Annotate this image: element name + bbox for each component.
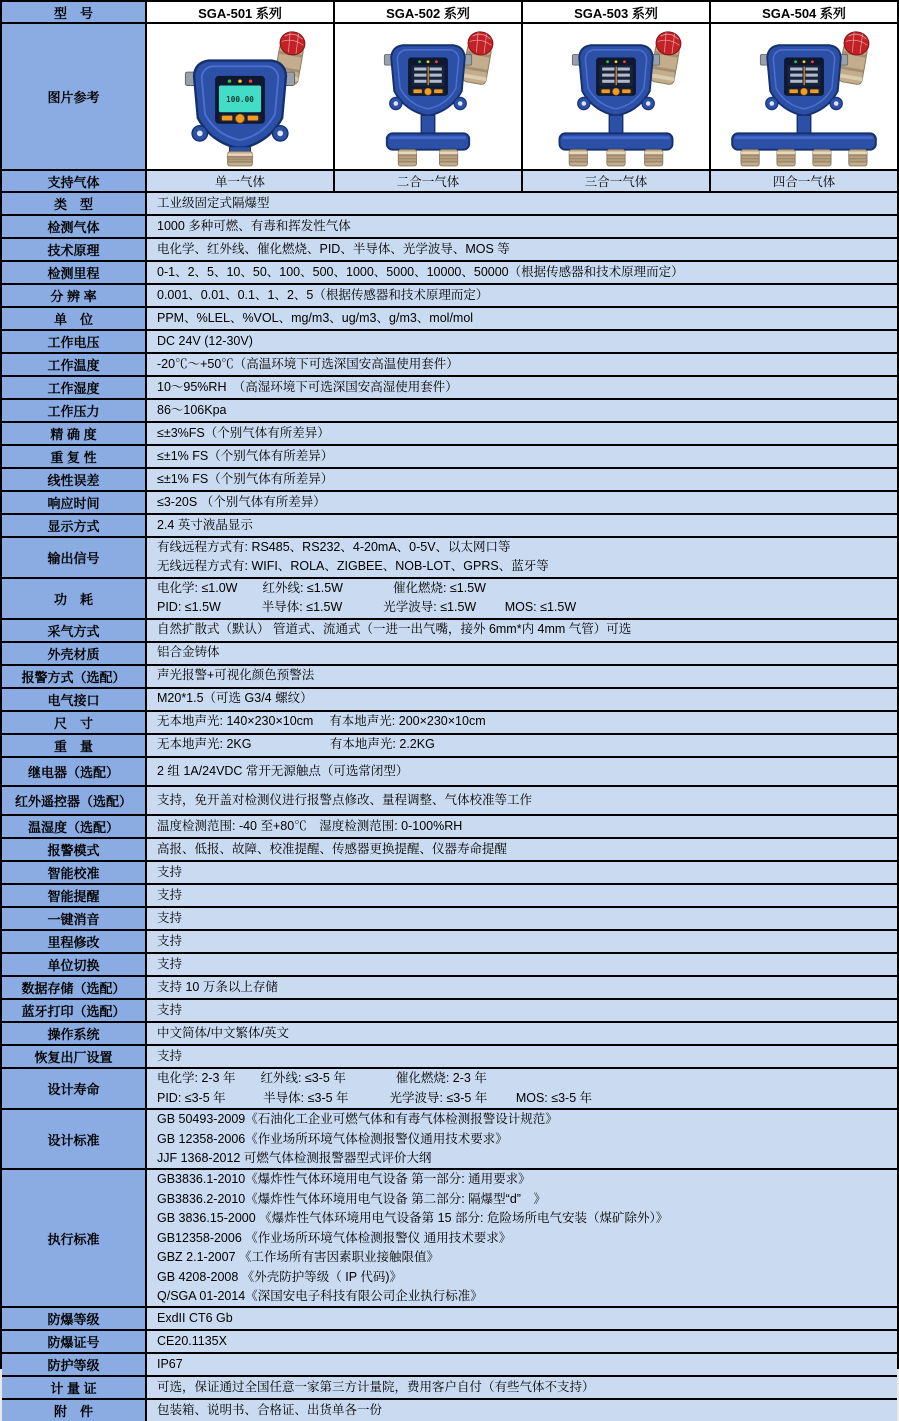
spec-line: PID: ≤3-5 年 半导体: ≤3-5 年 光学波导: ≤3-5 年 MOS: ≤3-5 年 xyxy=(157,1090,593,1105)
row-label: 一键消音 xyxy=(2,908,147,929)
spec-line: IP67 xyxy=(157,1357,183,1372)
row-value xyxy=(147,689,897,710)
gas-detector-illustration xyxy=(337,26,519,167)
spec-line: 支持，免开盖对检测仪进行报警点修改、量程调整、气体校准等工作 xyxy=(157,793,533,808)
row-value xyxy=(147,643,897,664)
spec-line: 有线远程方式有: RS485、RS232、4-20mA、0-5V、以太网口等 xyxy=(157,540,511,554)
row-value xyxy=(147,285,897,306)
spec-row xyxy=(2,377,897,400)
product-image-sga-503 xyxy=(523,24,711,169)
row-value xyxy=(147,262,897,283)
row-label: 温湿度（选配） xyxy=(2,816,147,837)
spec-line: JJF 1368-2012 可燃气体检测报警器型式评价大纲 xyxy=(157,1151,432,1166)
spec-line: -20℃～+50℃（高温环境下可选深国安高温使用套件） xyxy=(157,356,459,371)
row-label: 电气接口 xyxy=(2,689,147,710)
spec-line: 2 组 1A/24VDC 常开无源触点（可选常闭型） xyxy=(157,763,409,778)
spec-line: 2.4 英寸液晶显示 xyxy=(157,517,253,532)
spec-line: 高报、低报、故障、校准提醒、传感器更换提醒、仪器寿命提醒 xyxy=(157,842,508,857)
row-value xyxy=(147,1400,897,1421)
row-label-model: 型 号 xyxy=(2,2,147,22)
spec-line: 0-1、2、5、10、50、100、500、1000、5000、10000、50000（根据传感器和技术原理而定） xyxy=(157,264,684,279)
row-value xyxy=(147,977,897,998)
model-name-sga-504: SGA-504 系列 xyxy=(711,2,897,22)
svg-text:100.00: 100.00 xyxy=(226,94,254,104)
gas-detector-illustration xyxy=(149,26,331,167)
spec-line: 支持 xyxy=(157,1049,183,1064)
row-value xyxy=(147,1331,897,1352)
row-label: 附 件 xyxy=(2,1400,147,1421)
spec-line: 1000 多种可燃、有毒和挥发性气体 xyxy=(157,218,351,233)
spec-row xyxy=(2,492,897,515)
row-value xyxy=(147,758,897,785)
row-label: 执行标准 xyxy=(2,1170,147,1306)
row-value xyxy=(147,735,897,756)
model-name-sga-502: SGA-502 系列 xyxy=(335,2,523,22)
spec-line: 支持 xyxy=(157,1003,183,1018)
spec-line: 无线远程方式有: WIFI、ROLA、ZIGBEE、NOB-LOT、GPRS、蓝牙等 xyxy=(157,559,549,574)
model-header-row xyxy=(2,2,897,24)
spec-row xyxy=(2,579,897,620)
row-label: 尺 寸 xyxy=(2,712,147,733)
row-label: 线性误差 xyxy=(2,469,147,490)
spec-line: ≤±1% FS（个别气体有所差异） xyxy=(157,471,334,486)
gas-value-single: 单一气体 xyxy=(147,171,335,191)
gas-detector-illustration xyxy=(713,26,895,167)
spec-row xyxy=(2,1377,897,1400)
row-label: 技术原理 xyxy=(2,239,147,260)
row-value xyxy=(147,1069,897,1108)
row-value xyxy=(147,492,897,513)
row-label: 报警方式（选配） xyxy=(2,666,147,687)
spec-line: 支持 xyxy=(157,865,183,880)
spec-row xyxy=(2,1110,897,1170)
row-value xyxy=(147,931,897,952)
row-label: 单位切换 xyxy=(2,954,147,975)
spec-row xyxy=(2,908,897,931)
row-label: 智能校准 xyxy=(2,862,147,883)
row-label: 防爆证号 xyxy=(2,1331,147,1352)
row-label: 防爆等级 xyxy=(2,1308,147,1329)
spec-line: 支持 xyxy=(157,957,183,972)
row-label: 类 型 xyxy=(2,193,147,214)
row-value xyxy=(147,193,897,214)
product-image-sga-504 xyxy=(711,24,897,169)
row-value xyxy=(147,469,897,490)
spec-row xyxy=(2,1354,897,1377)
spec-row xyxy=(2,1069,897,1110)
row-label: 工作压力 xyxy=(2,400,147,421)
row-value xyxy=(147,1110,897,1168)
spec-row xyxy=(2,239,897,262)
spec-row xyxy=(2,977,897,1000)
row-value xyxy=(147,446,897,467)
spec-line: 电化学: 2-3 年 红外线: ≤3-5 年 催化燃烧: 2-3 年 xyxy=(157,1071,487,1086)
row-label: 蓝牙打印（选配） xyxy=(2,1000,147,1021)
model-name-sga-501: SGA-501 系列 xyxy=(147,2,335,22)
spec-line: 包装箱、说明书、合格证、出货单各一份 xyxy=(157,1403,383,1418)
spec-line: 电化学、红外线、催化燃烧、PID、半导体、光学波导、MOS 等 xyxy=(157,241,510,256)
row-label: 里程修改 xyxy=(2,931,147,952)
row-label: 重 量 xyxy=(2,735,147,756)
spec-row xyxy=(2,620,897,643)
row-value xyxy=(147,666,897,687)
row-value xyxy=(147,787,897,814)
row-value xyxy=(147,1354,897,1375)
spec-row xyxy=(2,931,897,954)
row-label: 操作系统 xyxy=(2,1023,147,1044)
spec-line: 中文简体/中文繁体/英文 xyxy=(157,1026,289,1041)
spec-line: 支持 xyxy=(157,934,183,949)
spec-row xyxy=(2,1170,897,1308)
spec-line: CE20.1135X xyxy=(157,1334,227,1349)
spec-row xyxy=(2,308,897,331)
row-value xyxy=(147,331,897,352)
row-label: 数据存储（选配） xyxy=(2,977,147,998)
row-value xyxy=(147,1023,897,1044)
row-value xyxy=(147,954,897,975)
spec-line: 铝合金铸体 xyxy=(157,645,220,660)
row-value xyxy=(147,538,897,577)
spec-row xyxy=(2,712,897,735)
spec-line: 声光报警+可视化颜色预警法 xyxy=(157,668,315,683)
spec-line: 工业级固定式隔爆型 xyxy=(157,195,270,210)
row-value xyxy=(147,908,897,929)
row-value xyxy=(147,308,897,329)
row-label: 防护等级 xyxy=(2,1354,147,1375)
spec-line: GB 50493-2009《石油化工企业可燃气体和有毒气体检测报警设计规范》 xyxy=(157,1112,558,1127)
row-value xyxy=(147,862,897,883)
spec-rows xyxy=(2,193,897,1421)
spec-line: 0.001、0.01、0.1、1、2、5（根据传感器和技术原理而定） xyxy=(157,287,489,302)
spec-line: ≤±3%FS（个别气体有所差异） xyxy=(157,425,330,440)
row-label: 设计标准 xyxy=(2,1110,147,1168)
spec-row xyxy=(2,666,897,689)
row-label: 精 确 度 xyxy=(2,423,147,444)
spec-row xyxy=(2,885,897,908)
spec-line: 支持 xyxy=(157,888,183,903)
row-value xyxy=(147,239,897,260)
spec-line: 支持 xyxy=(157,911,183,926)
spec-line: GB12358-2006 《作业场所环境气体检测报警仪 通用技术要求》 xyxy=(157,1230,512,1245)
spec-line: GB3836.2-2010《爆炸性气体环境用电气设备 第二部分: 隔爆型“d” 》 xyxy=(157,1191,546,1206)
spec-row xyxy=(2,689,897,712)
spec-row xyxy=(2,446,897,469)
spec-row xyxy=(2,469,897,492)
gas-detector-illustration xyxy=(525,26,707,167)
gas-value-4in1: 四合一气体 xyxy=(711,171,897,191)
row-label: 工作温度 xyxy=(2,354,147,375)
row-value xyxy=(147,216,897,237)
spec-row xyxy=(2,839,897,862)
spec-row xyxy=(2,331,897,354)
row-value xyxy=(147,354,897,375)
spec-row xyxy=(2,216,897,239)
row-value xyxy=(147,515,897,536)
spec-row xyxy=(2,954,897,977)
spec-row xyxy=(2,354,897,377)
spec-line: 支持 10 万条以上存储 xyxy=(157,980,278,995)
row-value xyxy=(147,839,897,860)
spec-line: PPM、%LEL、%VOL、mg/m3、ug/m3、g/m3、mol/mol xyxy=(157,310,474,325)
row-value xyxy=(147,579,897,618)
spec-line: DC 24V (12-30V) xyxy=(157,333,253,348)
row-value xyxy=(147,1377,897,1398)
spec-row xyxy=(2,285,897,308)
row-label: 响应时间 xyxy=(2,492,147,513)
row-label: 恢复出厂设置 xyxy=(2,1046,147,1067)
spec-row xyxy=(2,400,897,423)
row-label: 计 量 证 xyxy=(2,1377,147,1398)
row-value xyxy=(147,423,897,444)
row-label: 分 辨 率 xyxy=(2,285,147,306)
spec-line: 可选，保证通过全国任意一家第三方计量院，费用客户自付（有些气体不支持） xyxy=(157,1380,595,1395)
row-value xyxy=(147,816,897,837)
image-reference-row xyxy=(2,24,897,171)
spec-line: GB 4208-2008 《外壳防护等级（ IP 代码)》 xyxy=(157,1269,402,1284)
spec-row xyxy=(2,1000,897,1023)
row-label: 继电器（选配） xyxy=(2,758,147,785)
supported-gas-row xyxy=(2,171,897,193)
spec-row xyxy=(2,1400,897,1421)
spec-row xyxy=(2,1308,897,1331)
spec-line: 自然扩散式（默认） 管道式、流通式（一进一出气嘴，接外 6mm*内 4mm 气管）可选 xyxy=(157,622,632,637)
row-label: 重 复 性 xyxy=(2,446,147,467)
model-name-sga-503: SGA-503 系列 xyxy=(523,2,711,22)
spec-line: GB3836.1-2010《爆炸性气体环境用电气设备 第一部分: 通用要求》 xyxy=(157,1172,531,1187)
spec-line: 无本地声光: 2KG 有本地声光: 2.2KG xyxy=(157,737,435,752)
row-label: 功 耗 xyxy=(2,579,147,618)
spec-row xyxy=(2,758,897,787)
row-value xyxy=(147,400,897,421)
spec-row xyxy=(2,515,897,538)
gas-value-3in1: 三合一气体 xyxy=(523,171,711,191)
spec-line: M20*1.5（可选 G3/4 螺纹） xyxy=(157,691,313,706)
spec-line: GB 12358-2006《作业场所环境气体检测报警仪通用技术要求》 xyxy=(157,1131,508,1146)
row-value xyxy=(147,1000,897,1021)
spec-row xyxy=(2,1046,897,1069)
spec-line: GB 3836.15-2000 《爆炸性气体环境用电气设备第 15 部分: 危险场所电气安装（煤矿除外）》 xyxy=(157,1211,669,1226)
spec-line: PID: ≤1.5W 半导体: ≤1.5W 光学波导: ≤1.5W MOS: ≤1.5W xyxy=(157,600,577,615)
row-value xyxy=(147,377,897,398)
row-label: 红外遥控器（选配） xyxy=(2,787,147,814)
spec-row xyxy=(2,816,897,839)
spec-row xyxy=(2,735,897,758)
spec-row xyxy=(2,423,897,446)
row-label: 工作湿度 xyxy=(2,377,147,398)
spec-row xyxy=(2,787,897,816)
product-image-sga-501 xyxy=(147,24,335,169)
spec-line: 电化学: ≤1.0W 红外线: ≤1.5W 催化燃烧: ≤1.5W xyxy=(157,580,486,595)
spec-row xyxy=(2,1331,897,1354)
row-label: 采气方式 xyxy=(2,620,147,641)
row-value xyxy=(147,1170,897,1306)
spec-row xyxy=(2,643,897,666)
row-label: 检测气体 xyxy=(2,216,147,237)
row-label-images: 图片参考 xyxy=(2,24,147,169)
row-label: 设计寿命 xyxy=(2,1069,147,1108)
row-label: 输出信号 xyxy=(2,538,147,577)
row-label: 智能提醒 xyxy=(2,885,147,906)
row-label: 检测里程 xyxy=(2,262,147,283)
spec-line: 无本地声光: 140×230×10cm 有本地声光: 200×230×10cm xyxy=(157,714,486,729)
spec-row xyxy=(2,193,897,216)
row-label-gas: 支持气体 xyxy=(2,171,147,191)
spec-line: 86～106Kpa xyxy=(157,402,227,417)
spec-line: ExdII CT6 Gb xyxy=(157,1311,233,1326)
gas-value-2in1: 二合一气体 xyxy=(335,171,523,191)
spec-line: Q/SGA 01-2014《深国安电子科技有限公司企业执行标准》 xyxy=(157,1288,483,1303)
spec-line: GBZ 2.1-2007 《工作场所有害因素职业接触限值》 xyxy=(157,1250,439,1265)
row-label: 单 位 xyxy=(2,308,147,329)
row-label: 外壳材质 xyxy=(2,643,147,664)
spec-line: ≤±1% FS（个别气体有所差异） xyxy=(157,448,334,463)
spec-line: 10～95%RH （高湿环境下可选深国安高湿使用套件） xyxy=(157,379,458,394)
spec-row xyxy=(2,538,897,579)
row-value xyxy=(147,620,897,641)
row-label: 工作电压 xyxy=(2,331,147,352)
spec-line: ≤3-20S （个别气体有所差异） xyxy=(157,494,326,509)
row-value xyxy=(147,1308,897,1329)
row-label: 显示方式 xyxy=(2,515,147,536)
spec-row xyxy=(2,862,897,885)
spec-row xyxy=(2,262,897,285)
row-value xyxy=(147,885,897,906)
product-image-sga-502 xyxy=(335,24,523,169)
row-value xyxy=(147,712,897,733)
spec-row xyxy=(2,1023,897,1046)
row-label: 报警模式 xyxy=(2,839,147,860)
spec-line: 温度检测范围: -40 至+80℃ 湿度检测范围: 0-100%RH xyxy=(157,819,463,834)
row-value xyxy=(147,1046,897,1067)
